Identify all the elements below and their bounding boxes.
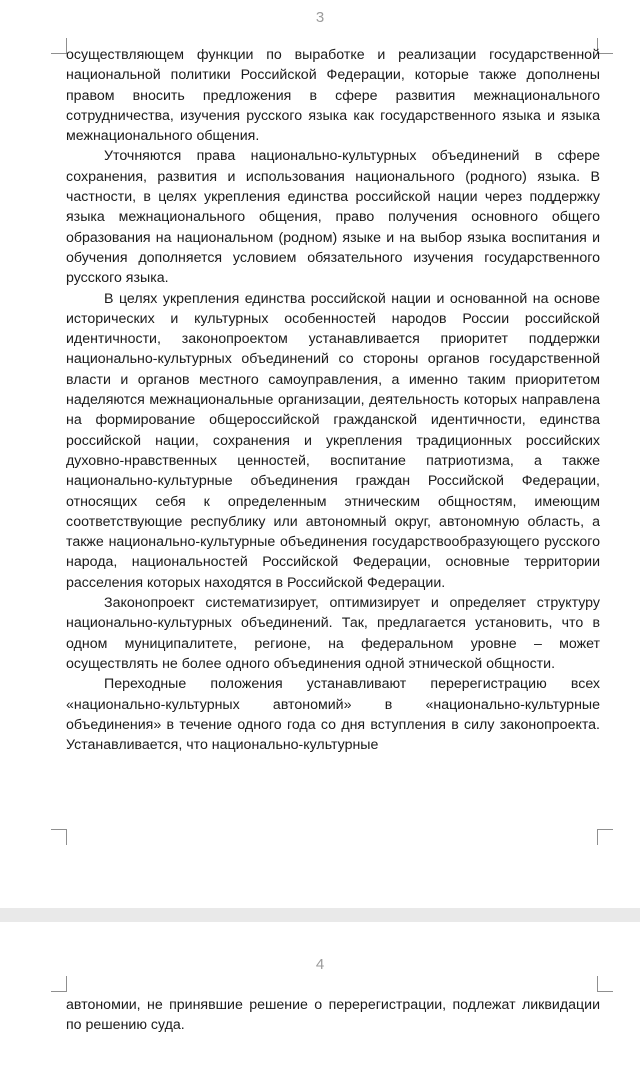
paragraph: Уточняются права национально-культурных объединений в сфере сохранения, развития и использования национального (родного) языка. В частности, в целях укрепления единства российской нации через поддержку языка межнационального общения, право получения основного общего образования на национальном (родном) языке и на выбор языка воспитания и обучения дополняется условием обязательного изучения государственного русского языка. [66,148,600,287]
page-number: 4 [315,956,325,973]
paragraph: автономии, не принявшие решение о перерегистрации, подлежат ликвидации по решению суда. [66,997,600,1034]
page-number: 3 [315,9,325,26]
paragraph: Законопроект систематизирует, оптимизирует и определяет структуру национально-культурных объединений. Так, предлагается установить, что в одном муниципалитете, регионе, на федеральном уровне – может осуществлять не более одного объединения одной этнической общности. [66,595,600,672]
crop-mark-bottom-left [51,829,67,845]
document-page-4 [0,922,640,1086]
crop-mark-top-left [51,976,67,992]
page-body-text [66,995,600,1036]
crop-mark-top-left [51,38,67,54]
crop-mark-top-right [597,976,613,992]
page-body-text [66,45,600,755]
paragraph: Переходные положения устанавливают перерегистрацию всех «национально-культурных автономий» в «национально-культурные объединения» в течение одного года со дня вступления в силу законопроекта. Устанавливается, что национально-культурные [66,676,600,754]
paragraph: осуществляющем функции по выработке и реализации государственной национальной политики Российской Федерации, которые также дополнены правом вносить предложения в сфере развития межнационального сотрудничества, изучения русского языка как государственного языка и языка межнационального общения. [66,47,600,145]
crop-mark-bottom-right [597,829,613,845]
paragraph: В целях укрепления единства российской нации и основанной на основе исторических и культурных особенностей народов России российской идентичности, законопроектом устанавливается приоритет поддержки национально-культурных объединений со стороны органов государственной власти и органов местного самоуправления, а именно таким приоритетом наделяются межнациональные организации, деятельность которых направлена на формирование общероссийской гражданской идентичности, единства российской нации, сохранения и укрепления традиционных российских духовно-нравственных ценностей, воспитание патриотизма, а также национально-культурные объединения граждан Российской Федерации, относящих себя к определенным этническим общностям, имеющим соответствующие республику или автономный округ, автономную область, а также национально-культурные объединения государствообразующего русского народа, национальностей Российской Федерации, основные территории расселения которых находятся в Российской Федерации. [66,290,600,591]
